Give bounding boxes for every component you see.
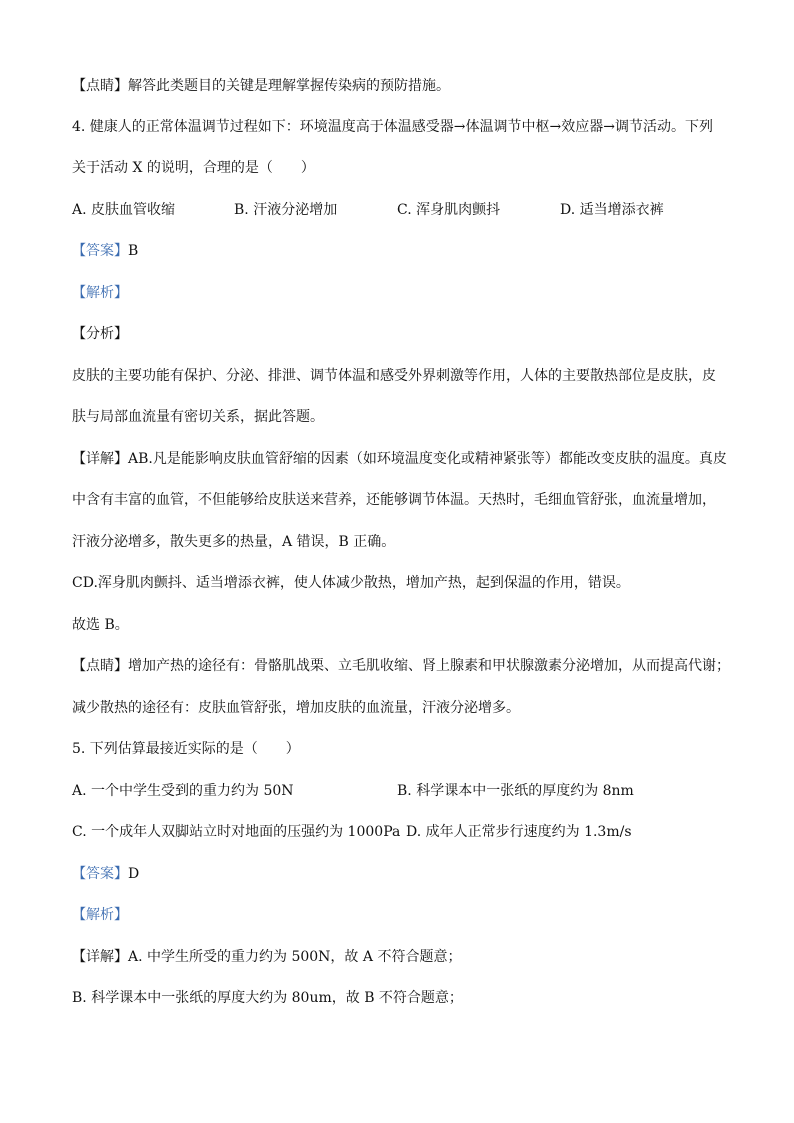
question-4-detail-line-4: CD.浑身肌肉颤抖、适当增添衣裤，使人体减少散热，增加产热，起到保温的作用，错误。 <box>72 575 630 591</box>
question-4-option-a: A. 皮肤血管收缩 <box>72 202 176 218</box>
question-4-analysis-line-2: 肤与局部血流量有密切关系，据此答题。 <box>72 409 324 425</box>
question-5-option-a: A. 一个中学生受到的重力约为 50N <box>72 783 294 799</box>
question-4-option-d: D. 适当增添衣裤 <box>560 202 664 218</box>
note-line-1: 【点睛】解答此类题目的关键是理解掌握传染病的预防措施。 <box>72 78 450 94</box>
question-4-analysis-heading: 【解析】 <box>72 285 128 301</box>
question-4-detail-line-1: 【详解】AB.凡是能影响皮肤血管舒缩的因素（如环境温度变化或精神紧张等）都能改变皮肤的温度。真皮 <box>72 451 727 467</box>
question-4-answer <box>72 242 138 260</box>
answer-value: D <box>128 866 140 882</box>
question-4-detail-line-2: 中含有丰富的血管，不但能够给皮肤送来营养，还能够调节体温。天热时，毛细血管舒张，血流量增加， <box>72 492 716 508</box>
question-4-detail-line-3: 汗液分泌增多，散失更多的热量，A 错误，B 正确。 <box>72 534 396 550</box>
answer-tag: 【答案】 <box>72 866 128 882</box>
question-4-stem-line-1: 4. 健康人的正常体温调节过程如下：环境温度高于体温感受器→体温调节中枢→效应器→调节活动。下列 <box>72 119 713 135</box>
question-5-detail-line-2: B. 科学课本中一张纸的厚度大约为 80um，故 B 不符合题意； <box>72 990 463 1006</box>
question-5-analysis-heading: 【解析】 <box>72 907 128 923</box>
answer-tag: 【答案】 <box>72 243 128 259</box>
question-4-note-line-2: 减少散热的途径有：皮肤血管舒张，增加皮肤的血流量，汗液分泌增多。 <box>72 700 520 716</box>
question-5-stem: 5. 下列估算最接近实际的是（ ） <box>72 741 300 757</box>
question-4-analysis-line-1: 皮肤的主要功能有保护、分泌、排泄、调节体温和感受外界刺激等作用，人体的主要散热部位是皮肤，皮 <box>72 368 716 384</box>
question-5-option-b: B. 科学课本中一张纸的厚度约为 8nm <box>397 783 634 799</box>
question-5-option-d: D. 成年人正常步行速度约为 1.3m/s <box>406 824 632 840</box>
answer-value: B <box>128 243 139 259</box>
question-4-choice: 故选 B。 <box>72 617 129 633</box>
question-4-note-line-1: 【点睛】增加产热的途径有：骨骼肌战栗、立毛肌收缩、肾上腺素和甲状腺激素分泌增加，从而提高代谢； <box>72 658 730 674</box>
question-5-detail-line-1: 【详解】A. 中学生所受的重力约为 500N，故 A 不符合题意； <box>72 949 462 965</box>
question-5-option-c: C. 一个成年人双脚站立时对地面的压强约为 1000Pa <box>72 824 401 840</box>
question-4-option-b: B. 汗液分泌增加 <box>234 202 338 218</box>
question-4-option-c: C. 浑身肌肉颤抖 <box>397 202 501 218</box>
question-4-analysis-subheading: 【分析】 <box>72 326 128 342</box>
question-4-stem-line-2: 关于活动 X 的说明，合理的是（ ） <box>72 160 315 176</box>
question-5-answer <box>72 865 139 883</box>
